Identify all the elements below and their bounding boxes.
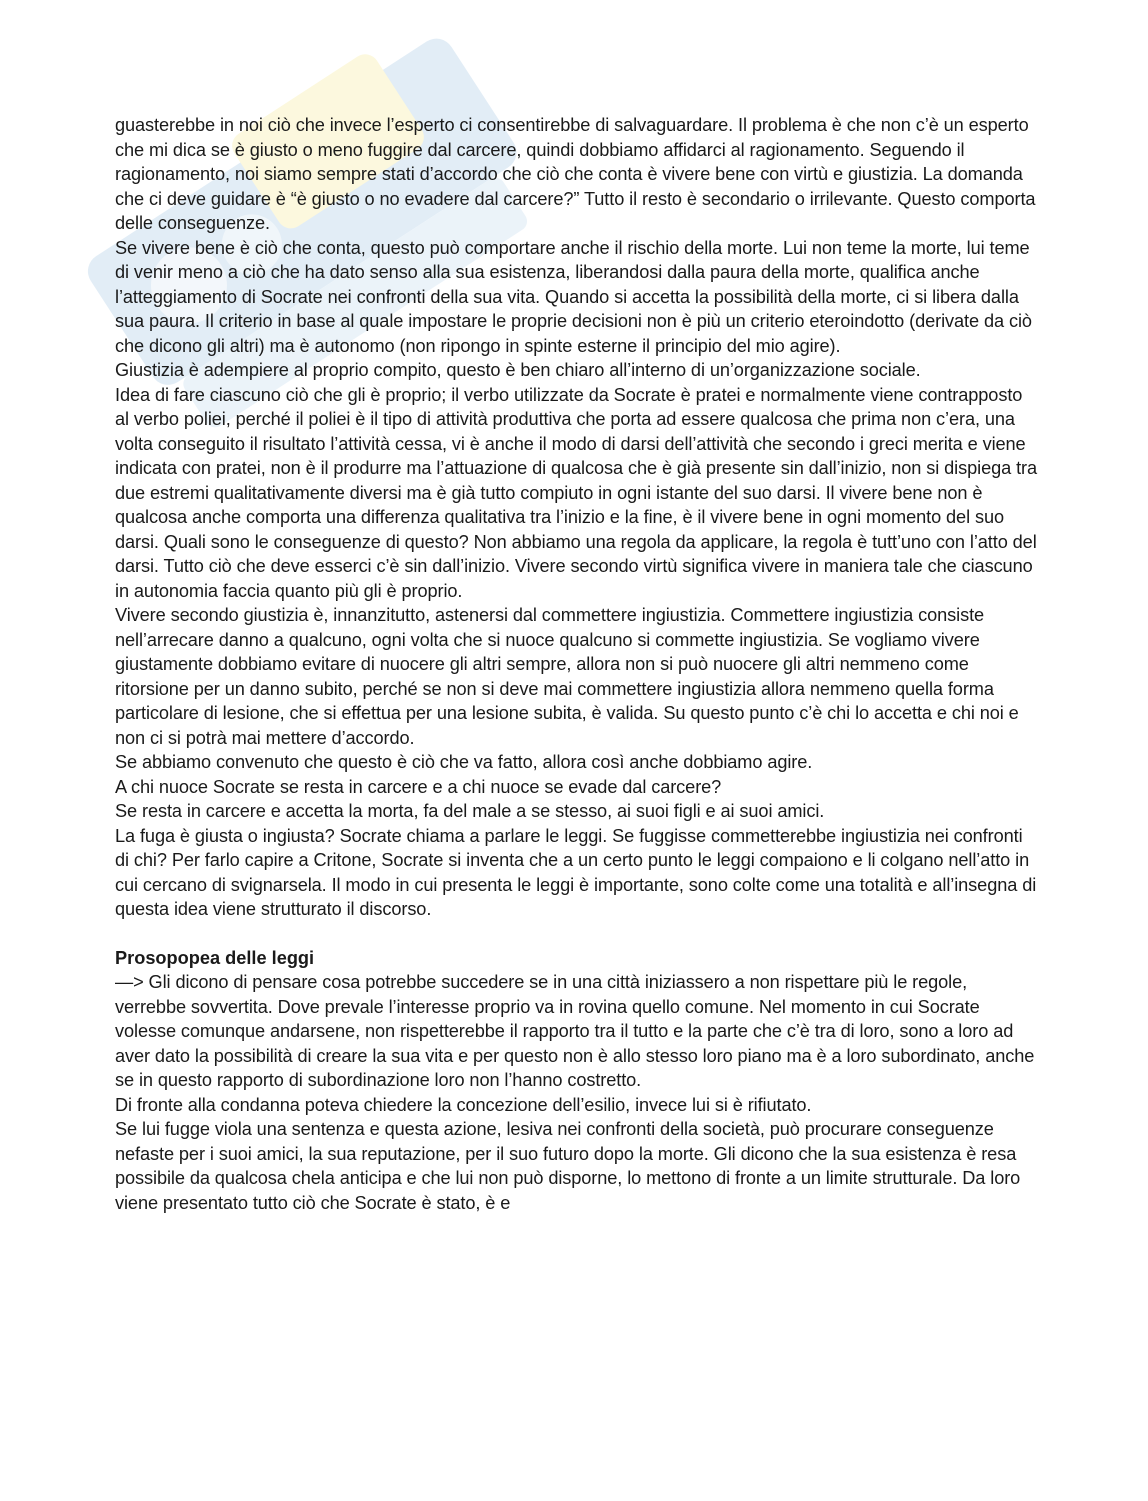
paragraph: Giustizia è adempiere al proprio compito, questo è ben chiaro all’interno di un’organizzazione sociale. [115, 360, 921, 380]
paragraph: Di fronte alla condanna poteva chiedere la concezione dell’esilio, invece lui si è rifiutato. [115, 1094, 812, 1115]
document-page [115, 113, 1040, 1215]
paragraph: Idea di fare ciascuno ciò che gli è proprio; il verbo utilizzate da Socrate è pratei e normalmente viene contrapposto al verbo poliei, perché il poliei è il tipo di attività produttiva che porta ad essere qualcosa che prima non c’era, una volta conseguito il risultato l’attività cessa, vi è anche il modo di darsi dell’attività che secondo i greci merita e viene indicata con pratei, non è il produrre ma l’attuazione di qualcosa che è già presente sin dall’inizio, non si dispiega tra due estremi qualitativamente diversi ma è già tutto compiuto in ogni istante del suo darsi. Il vivere bene non è qualcosa anche comporta una differenza qualitativa tra l’inizio e la fine, è il vivere bene in ogni momento del suo darsi. Quali sono le conseguenze di questo? Non abbiamo una regola da applicare, la regola è tutt’uno con l’atto del darsi. Tutto ciò che deve esserci c’è sin dall’inizio. Vivere secondo virtù significa vivere in maniera tale che ciascuno in autonomia faccia quanto più gli è proprio. [115, 384, 1037, 601]
paragraph: —> Gli dicono di pensare cosa potrebbe succedere se in una città iniziassero a non rispettare più le regole, verrebbe sovvertita. Dove prevale l’interesse proprio va in rovina quello comune. Nel momento in cui Socrate volesse comunque andarsene, non rispetterebbe il rapporto tra il tutto e la parte che c’è tra di loro, sono a loro ad aver dato la possibilità di creare la sua vita e per questo non è allo stesso loro piano ma è a loro subordinato, anche se in questo rapporto di subordinazione loro non l’hanno costretto. [115, 972, 1035, 1090]
paragraph: guasterebbe in noi ciò che invece l’esperto ci consentirebbe di salvaguardare. Il problema è che non c’è un esperto che mi dica se è giusto o meno fuggire dal carcere, quindi dobbiamo affidarci al ragionamento. Seguendo il ragionamento, noi siamo sempre stati d’accordo che ciò che conta è vivere bene con virtù e giustizia. La domanda che ci deve guidare è “è giusto o no evadere dal carcere?” Tutto il resto è secondario o irrilevante. Questo comporta delle conseguenze. [115, 115, 1036, 233]
section-heading: Prosopopea delle leggi [115, 947, 315, 968]
paragraph: Se resta in carcere e accetta la morta, fa del male a se stesso, ai suoi figli e ai suoi amici. [115, 801, 825, 821]
paragraph: La fuga è giusta o ingiusta? Socrate chiama a parlare le leggi. Se fuggisse commetterebbe ingiustizia nei confronti di chi? Per farlo capire a Critone, Socrate si inventa che a un certo punto le leggi compaiono e li colgano nell’atto in cui cercano di svignarsela. Il modo in cui presenta le leggi è importante, sono colte come una totalità e all’insegna di questa idea viene strutturato il discorso. [115, 825, 1037, 919]
paragraph: Se vivere bene è ciò che conta, questo può comportare anche il rischio della morte. Lui non teme la morte, lui teme di venir meno a ciò che ha dato senso alla sua esistenza, liberandosi dalla paura della morte, qualifica anche l’atteggiamento di Socrate nei confronti della sua vita. Quando si accetta la possibilità della morte, ci si libera dalla sua paura. Il criterio in base al quale impostare le proprie decisioni non è più un criterio eteroindotto (derivate da ciò che dicono gli altri) ma è autonomo (non ripongo in spinte esterne il principio del mio agire). [115, 237, 1032, 356]
paragraph: Se abbiamo convenuto che questo è ciò che va fatto, allora così anche dobbiamo agire. [115, 752, 813, 772]
paragraph: Se lui fugge viola una sentenza e questa azione, lesiva nei confronti della società, può procurare conseguenze nefaste per i suoi amici, la sua reputazione, per il suo futuro dopo la morte. Gli dicono che la sua esistenza è resa possibile da qualcosa chela anticipa e che lui non può disporne, lo mettono di fronte a un limite strutturale. Da loro viene presentato tutto ciò che Socrate è stato, è e [115, 1119, 1021, 1213]
paragraph: A chi nuoce Socrate se resta in carcere e a chi nuoce se evade dal carcere? [115, 776, 722, 797]
paragraph: Vivere secondo giustizia è, innanzitutto, astenersi dal commettere ingiustizia. Commettere ingiustizia consiste nell’arrecare danno a qualcuno, ogni volta che si nuoce qualcuno si commette ingiustizia. Se vogliamo vivere giustamente dobbiamo evitare di nuocere gli altri sempre, allora non si può nuocere gli altri nemmeno come ritorsione per un danno subito, perché se non si deve mai commettere ingiustizia allora nemmeno quella forma particolare di lesione, che si effettua per una lesione subita, è valida. Su questo punto c’è chi lo accetta e chi noi e non ci si potrà mai mettere d’accordo. [115, 605, 1019, 748]
